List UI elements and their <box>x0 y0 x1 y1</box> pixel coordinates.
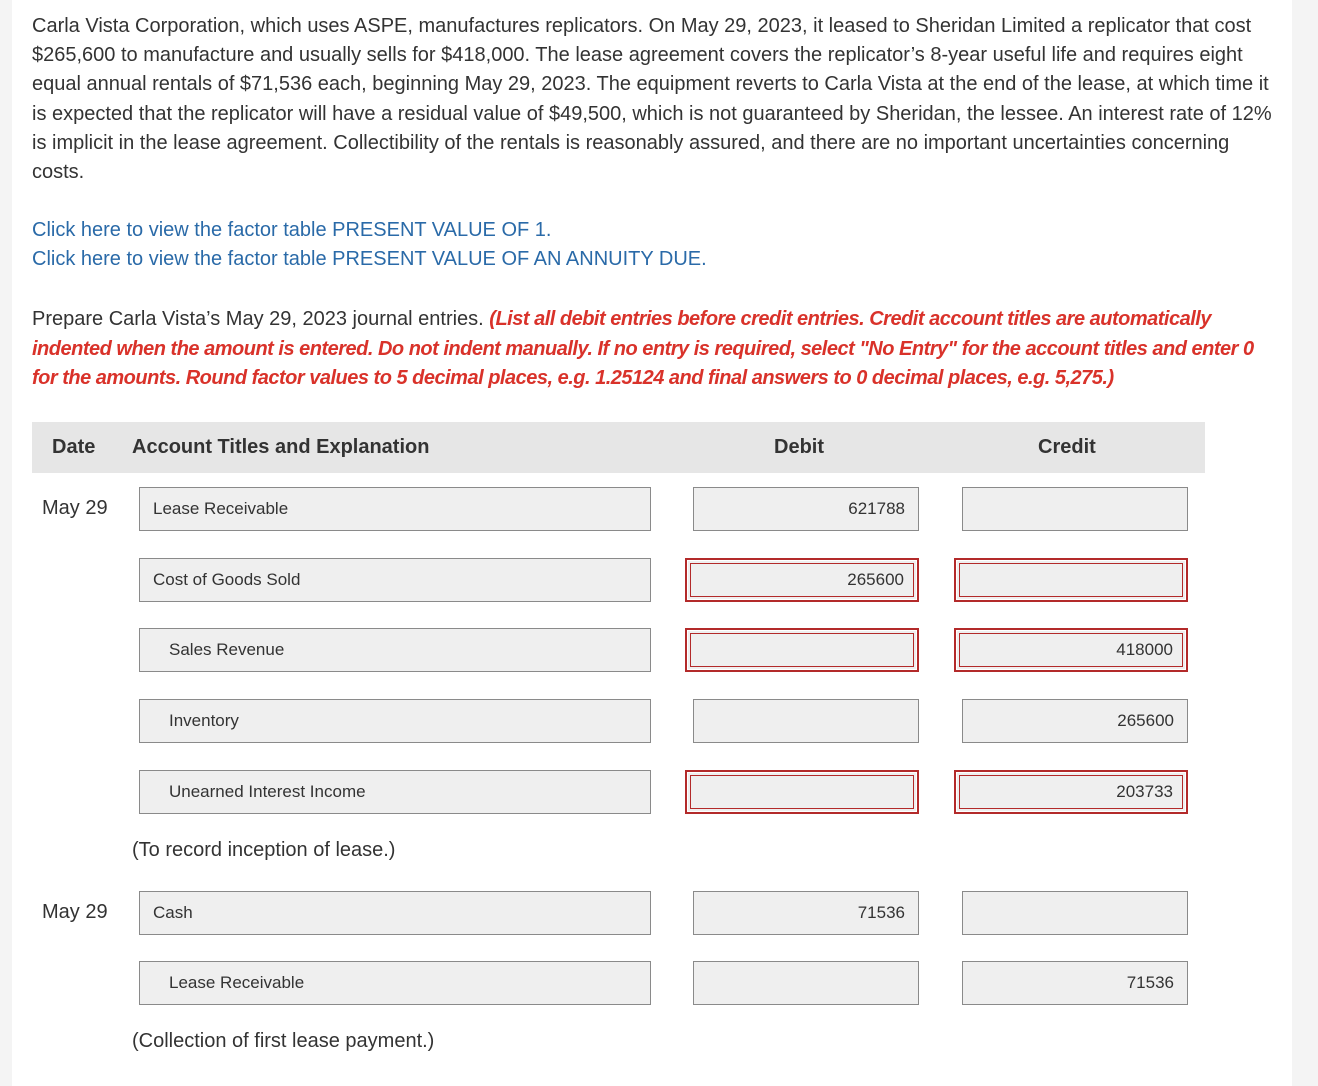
entry2-row2-credit[interactable] <box>962 961 1188 1005</box>
entry1-row5-credit[interactable] <box>954 770 1188 814</box>
problem-text: Carla Vista Corporation, which uses ASPE, manufactures replicators. On May 29, 2023, it leased to Sheridan Limited a replicator that cost $265,600 to manufacture and usually sells for $418,000. The lease agreement covers the replicator’s 8-year useful life and requires eight equal annual rentals of $71,536 each, beginning May 29, 2023. The equipment reverts to Carla Vista at the end of the lease, at which time it is expected that the replicator will have a residual value of $49,500, which is not guaranteed by Sheridan, the lessee. An interest rate of 12% is implicit in the lease agreement. Collectibility of the rentals is reasonably assured, and there are no important uncertainties concerning costs. <box>32 15 1272 184</box>
debit-header: Debit <box>774 436 824 458</box>
instructions-note: (List all debit entries before credit entries. Credit account titles are automatically indented when the amount is entered. Do not indent manually. If no entry is required, select "No Entry" for the account titles and enter 0 for the amounts. Round factor values to 5 decimal places, e.g. 1.25124 and final answers to 0 decimal places, e.g. 5,275.) <box>32 308 1254 389</box>
entry2-row1-credit[interactable] <box>962 891 1188 935</box>
instructions <box>32 305 1272 394</box>
entry1-row4-account[interactable] <box>139 699 651 743</box>
account-header: Account Titles and Explanation <box>132 436 430 458</box>
entry1-row2-account[interactable] <box>139 558 651 602</box>
entry2-explanation: (Collection of first lease payment.) <box>132 1030 435 1052</box>
entry1-row4-debit[interactable] <box>693 699 919 743</box>
factor-table-links <box>32 216 707 274</box>
entry2-row2-account[interactable] <box>139 961 651 1005</box>
entry1-row3-debit[interactable] <box>685 628 919 672</box>
entry1-row1-credit[interactable] <box>962 487 1188 531</box>
date-header: Date <box>52 436 96 458</box>
entry1-row2-credit[interactable] <box>954 558 1188 602</box>
entry1-date: May 29 <box>42 497 108 519</box>
pv-of-1-link[interactable]: Click here to view the factor table PRESENT VALUE OF 1. <box>32 219 552 241</box>
credit-header: Credit <box>1038 436 1096 458</box>
pv-annuity-due-link[interactable]: Click here to view the factor table PRESENT VALUE OF AN ANNUITY DUE. <box>32 248 707 270</box>
entry1-row3-account[interactable] <box>139 628 651 672</box>
journal-table-header <box>32 422 1205 473</box>
entry1-row1-debit[interactable] <box>693 487 919 531</box>
entry1-row2-debit[interactable] <box>685 558 919 602</box>
entry1-row5-debit[interactable] <box>685 770 919 814</box>
entry1-explanation: (To record inception of lease.) <box>132 839 396 861</box>
entry1-row5-account[interactable] <box>139 770 651 814</box>
entry1-row1-account[interactable] <box>139 487 651 531</box>
entry2-date: May 29 <box>42 901 108 923</box>
entry1-row4-credit[interactable] <box>962 699 1188 743</box>
entry2-row2-debit[interactable] <box>693 961 919 1005</box>
entry1-row3-credit[interactable] <box>954 628 1188 672</box>
question-panel <box>12 0 1292 1086</box>
entry2-row1-debit[interactable] <box>693 891 919 935</box>
entry2-row1-account[interactable] <box>139 891 651 935</box>
instructions-lead: Prepare Carla Vista’s May 29, 2023 journal entries. <box>32 308 490 330</box>
